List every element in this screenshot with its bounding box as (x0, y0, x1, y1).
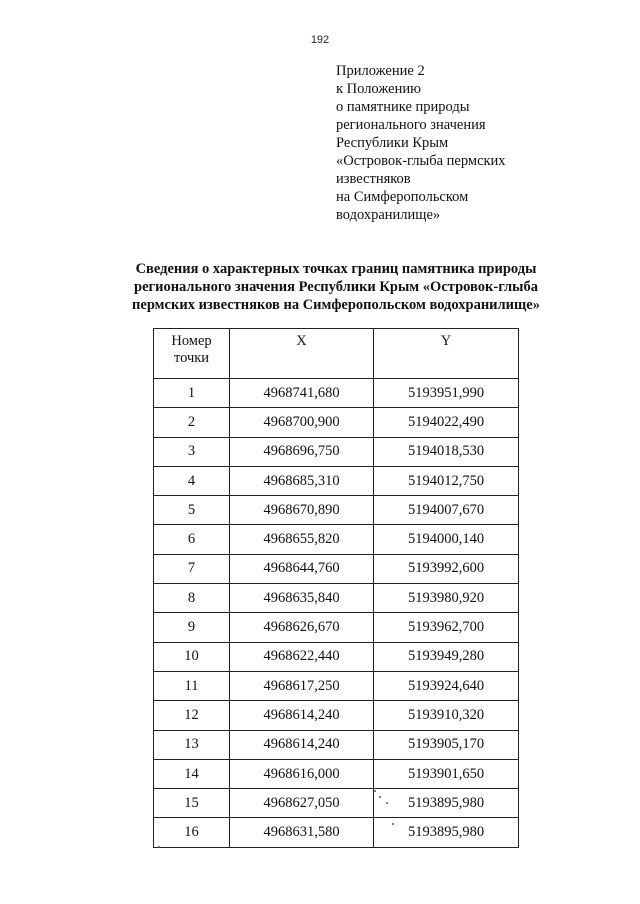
scan-speck (158, 846, 160, 848)
title-line: пермских известняков на Симферопольском водохранилище» (132, 297, 540, 313)
x-coordinate-cell: 4968685,310 (230, 466, 374, 495)
document-title (96, 260, 576, 314)
point-number-cell: 10 (154, 642, 230, 671)
annex-header (336, 62, 596, 224)
coordinates-table (153, 328, 519, 848)
y-coordinate-cell: 5194018,530 (374, 437, 519, 466)
y-coordinate-cell: 5193951,990 (374, 379, 519, 408)
point-number-cell: 15 (154, 789, 230, 818)
table-row (154, 613, 519, 642)
annex-line: о памятнике природы (336, 99, 470, 115)
x-coordinate-cell: 4968670,890 (230, 496, 374, 525)
table-row (154, 759, 519, 788)
table-row (154, 818, 519, 847)
point-number-cell: 6 (154, 525, 230, 554)
x-coordinate-cell: 4968622,440 (230, 642, 374, 671)
point-number-cell: 1 (154, 379, 230, 408)
point-number-cell: 3 (154, 437, 230, 466)
point-number-header-line1: Номер (171, 333, 212, 349)
x-coordinate-cell: 4968644,760 (230, 554, 374, 583)
point-number-cell: 2 (154, 408, 230, 437)
annex-line: на Симферопольском (336, 189, 469, 205)
y-coordinate-cell: 5193905,170 (374, 730, 519, 759)
x-coordinate-cell: 4968700,900 (230, 408, 374, 437)
y-coordinate-cell: 5193895,980 (374, 818, 519, 847)
table-row (154, 408, 519, 437)
y-coordinate-cell: 5193949,280 (374, 642, 519, 671)
x-coordinate-cell: 4968696,750 (230, 437, 374, 466)
point-number-cell: 8 (154, 584, 230, 613)
y-coordinate-cell: 5193980,920 (374, 584, 519, 613)
x-coordinate-cell: 4968631,580 (230, 818, 374, 847)
point-number-cell: 7 (154, 554, 230, 583)
x-coordinate-cell: 4968616,000 (230, 759, 374, 788)
y-coordinate-cell: 5193924,640 (374, 671, 519, 700)
scan-speck (392, 823, 394, 825)
point-number-cell: 13 (154, 730, 230, 759)
y-coordinate-cell: 5194022,490 (374, 408, 519, 437)
annex-line: Приложение 2 (336, 63, 425, 79)
annex-line: Республики Крым (336, 135, 449, 151)
x-coordinate-cell: 4968617,250 (230, 671, 374, 700)
annex-line: к Положению (336, 81, 421, 97)
table-row (154, 789, 519, 818)
y-coordinate-cell: 5193992,600 (374, 554, 519, 583)
point-number-cell: 11 (154, 671, 230, 700)
point-number-cell: 14 (154, 759, 230, 788)
annex-line: «Островок-глыба пермских (336, 153, 506, 169)
annex-line: водохранилище» (336, 207, 441, 223)
table-body (154, 379, 519, 848)
point-number-header-line2: точки (173, 350, 210, 366)
table-row (154, 466, 519, 495)
annex-line: регионального значения (336, 117, 486, 133)
y-coordinate-cell: 5193895,980 (374, 789, 519, 818)
point-number-cell: 9 (154, 613, 230, 642)
y-coordinate-cell: 5194012,750 (374, 466, 519, 495)
scan-speck (374, 790, 376, 792)
x-coordinate-cell: 4968614,240 (230, 730, 374, 759)
point-number-cell: 4 (154, 466, 230, 495)
y-coordinate-cell: 5193962,700 (374, 613, 519, 642)
x-coordinate-cell: 4968655,820 (230, 525, 374, 554)
table-row (154, 701, 519, 730)
point-number-cell: 5 (154, 496, 230, 525)
table-row (154, 584, 519, 613)
x-coordinate-cell: 4968635,840 (230, 584, 374, 613)
scan-speck (386, 802, 388, 804)
table-row (154, 525, 519, 554)
title-line: регионального значения Республики Крым «Островок-глыба (134, 279, 538, 295)
table-row (154, 437, 519, 466)
y-coordinate-cell: 5194000,140 (374, 525, 519, 554)
table-row (154, 496, 519, 525)
table-row (154, 642, 519, 671)
table-header-row (154, 329, 519, 379)
title-line: Сведения о характерных точках границ памятника природы (135, 261, 537, 277)
scan-speck (379, 796, 381, 798)
point-number-cell: 16 (154, 818, 230, 847)
point-number-cell: 12 (154, 701, 230, 730)
x-coordinate-cell: 4968627,050 (230, 789, 374, 818)
point-number-header (154, 329, 230, 379)
table-row (154, 730, 519, 759)
y-coordinate-cell: 5193910,320 (374, 701, 519, 730)
x-coordinate-cell: 4968626,670 (230, 613, 374, 642)
annex-line: известняков (336, 171, 411, 187)
page-number: 192 (310, 34, 330, 46)
y-coordinate-cell: 5194007,670 (374, 496, 519, 525)
y-header: Y (374, 329, 519, 379)
table-row (154, 554, 519, 583)
x-coordinate-cell: 4968614,240 (230, 701, 374, 730)
y-coordinate-cell: 5193901,650 (374, 759, 519, 788)
x-coordinate-cell: 4968741,680 (230, 379, 374, 408)
x-header: X (230, 329, 374, 379)
table-row (154, 379, 519, 408)
table-row (154, 671, 519, 700)
